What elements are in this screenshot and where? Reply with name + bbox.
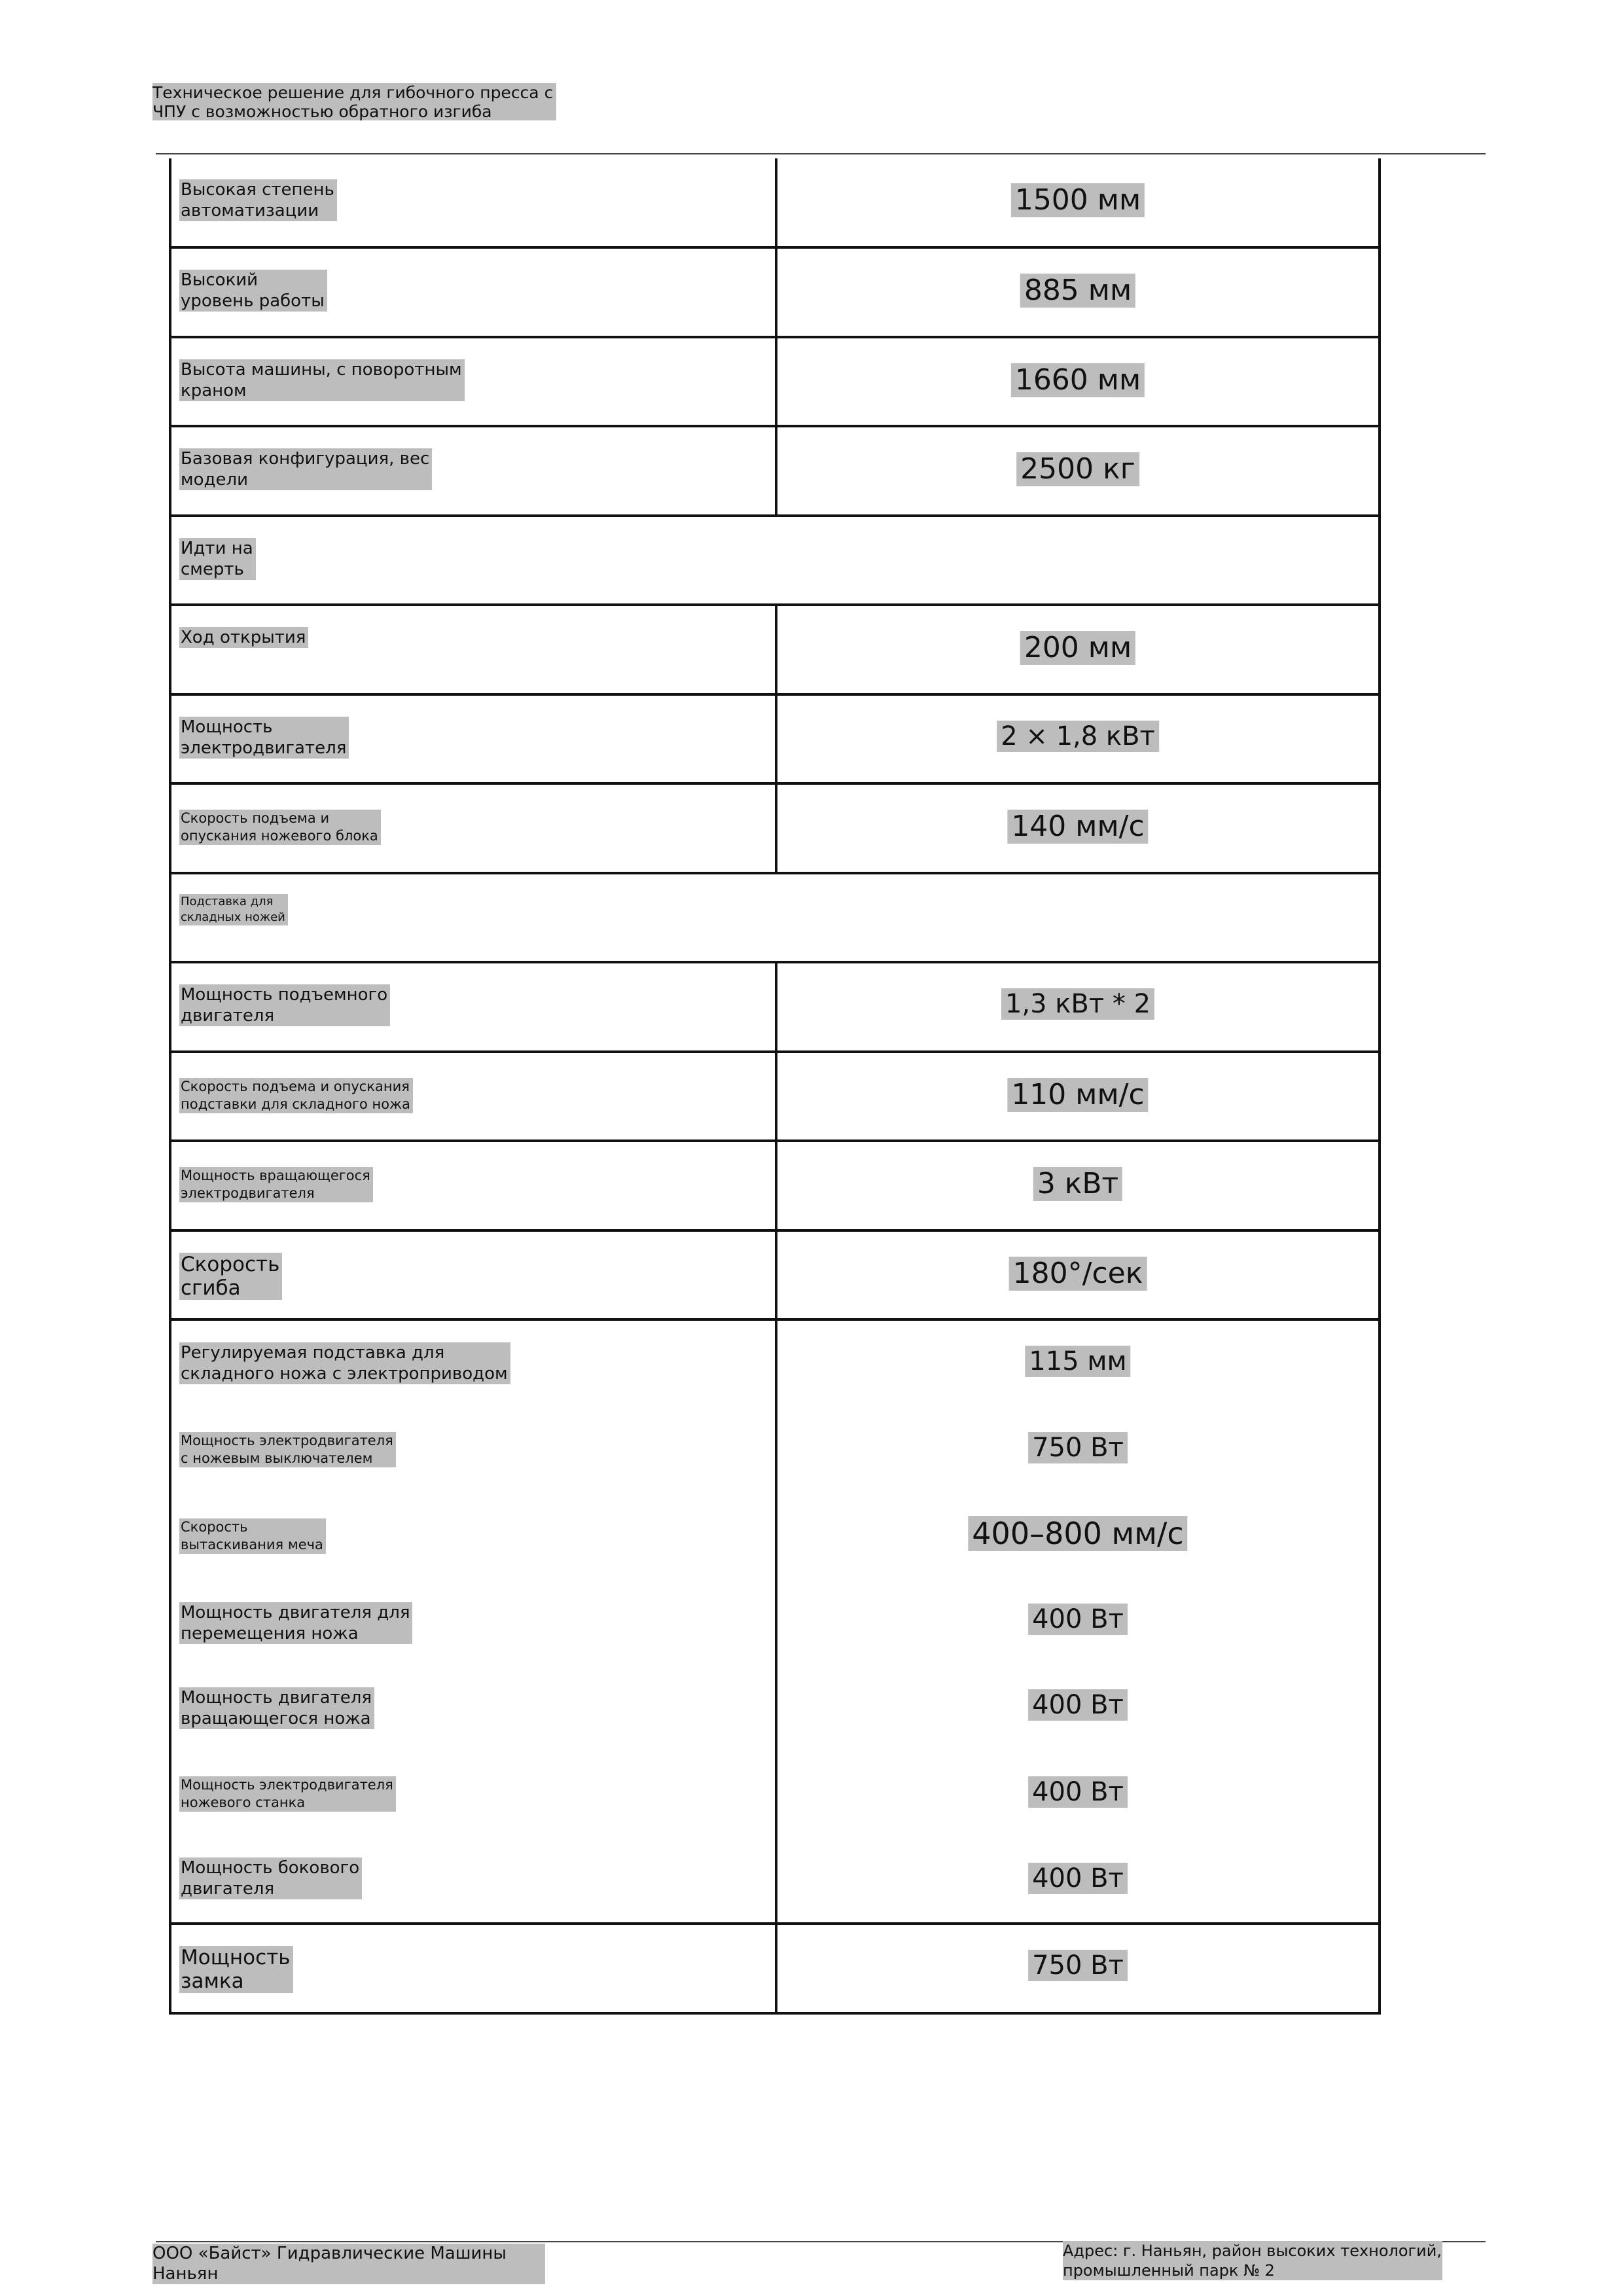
spec-value: 885 мм (1020, 274, 1135, 308)
header-title-line1: Техническое решение для гибочного пресса с (152, 83, 554, 102)
spec-label: Базовая конфигурация, вес модели (179, 448, 432, 490)
table-row (170, 247, 1380, 336)
spec-value: 1500 мм (1011, 183, 1145, 217)
spec-label: Скорость сгиба (179, 1253, 282, 1300)
header-title-line2: ЧПУ с возможностью обратного изгиба (152, 102, 492, 121)
spec-label: Мощность бокового двигателя (179, 1857, 362, 1899)
spec-value: 2 × 1,8 кВт (997, 721, 1159, 752)
spec-label: Высокий уровень работы (179, 270, 327, 312)
footer-address (1063, 2241, 1442, 2280)
table-row (170, 426, 1380, 515)
spec-value: 140 мм/с (1007, 810, 1148, 844)
spec-value: 400 Вт (1028, 1689, 1128, 1721)
spec-value: 2500 кг (1016, 452, 1139, 486)
table-row (170, 962, 1380, 1051)
footer-address-line2: промышленный парк № 2 (1063, 2261, 1275, 2280)
spec-label: Мощность подъемного двигателя (179, 984, 390, 1026)
document-header (152, 83, 556, 120)
footer-company-line1: ООО «Байст» Гидравлические Машины (152, 2244, 507, 2263)
table-section-row (170, 873, 1380, 962)
spec-value: 400 Вт (1028, 1863, 1128, 1894)
table-row (170, 605, 1380, 694)
spec-label: Скорость вытаскивания меча (179, 1518, 326, 1554)
table-row (170, 337, 1380, 426)
spec-label: Высокая степень автоматизации (179, 179, 337, 221)
table-row (170, 1230, 1380, 1319)
table-row (170, 783, 1380, 872)
footer-address-line1: Адрес: г. Наньян, район высоких технологий, (1063, 2242, 1442, 2260)
spec-value: 110 мм/с (1007, 1078, 1148, 1112)
table-row (170, 158, 1380, 247)
spec-label: Мощность вращающегося электродвигателя (179, 1167, 373, 1202)
table-row (170, 694, 1380, 783)
spec-value: 400 Вт (1028, 1604, 1128, 1635)
spec-label: Мощность двигателя вращающегося ножа (179, 1687, 374, 1729)
spec-label: Мощность электродвигателя ножевого станка (179, 1776, 396, 1812)
spec-value: 750 Вт (1028, 1950, 1128, 1981)
spec-label: Высота машины, с поворотным краном (179, 359, 465, 401)
header-divider (156, 153, 1486, 154)
spec-value: 115 мм (1025, 1346, 1130, 1377)
spec-label: Ход открытия (179, 627, 308, 648)
spec-value: 400–800 мм/с (968, 1516, 1187, 1551)
spec-label: Мощность замка (179, 1946, 293, 1993)
spec-value: 1,3 кВт * 2 (1001, 988, 1154, 1020)
table-row (170, 1141, 1380, 1230)
table-section-row (170, 516, 1380, 605)
spec-value: 1660 мм (1011, 363, 1145, 397)
spec-label: Мощность электродвигателя с ножевым выключателем (179, 1432, 396, 1467)
spec-label: Мощность электродвигателя (179, 717, 349, 759)
footer-company-line2: Наньян (152, 2264, 219, 2284)
spec-value: 180°/сек (1009, 1257, 1147, 1291)
spec-label: Скорость подъема и опускания ножевого блока (179, 810, 381, 845)
spec-value: 400 Вт (1028, 1776, 1128, 1808)
spec-table (169, 158, 1381, 2015)
spec-label: Мощность двигателя для перемещения ножа (179, 1602, 412, 1644)
table-row-group (170, 1319, 1380, 1924)
section-label: Идти на смерть (179, 538, 256, 580)
spec-value: 3 кВт (1033, 1167, 1122, 1201)
table-row (170, 1924, 1380, 2013)
spec-value: 200 мм (1020, 631, 1135, 665)
section-label: Подставка для складных ножей (179, 894, 288, 925)
table-row (170, 1052, 1380, 1141)
footer-company (152, 2244, 545, 2284)
spec-label: Скорость подъема и опускания подставки для складного ножа (179, 1078, 413, 1113)
spec-label: Регулируемая подставка для складного ножа с электроприводом (179, 1342, 510, 1384)
spec-value: 750 Вт (1028, 1432, 1128, 1463)
